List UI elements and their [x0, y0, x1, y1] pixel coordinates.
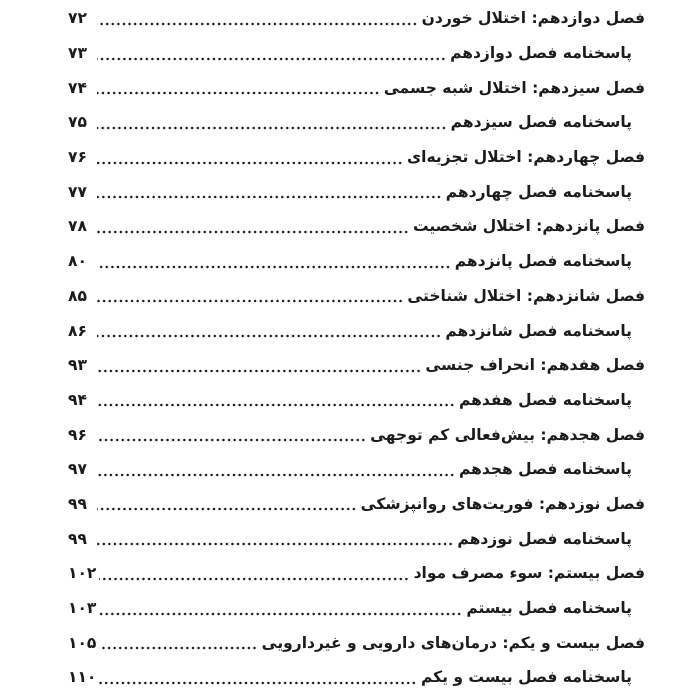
toc-entry — [68, 313, 645, 348]
page-number: ۷۷ — [68, 182, 87, 201]
toc-entry-title: پاسخنامه فصل هفدهم — [458, 390, 632, 409]
page-number: ۸۰ — [68, 252, 87, 271]
toc-entry-title: پاسخنامه فصل بیست و یکم — [421, 668, 632, 687]
toc-entry — [68, 591, 645, 626]
page-number: ۹۹ — [68, 529, 87, 548]
dot-leader — [97, 218, 409, 235]
toc-entry — [68, 70, 645, 105]
page-number: ۷۲ — [68, 9, 87, 28]
page-number: ۹۶ — [68, 425, 87, 444]
dot-leader — [97, 495, 357, 512]
dot-leader — [97, 79, 380, 96]
toc-entry — [68, 452, 645, 487]
toc-entry — [68, 487, 645, 522]
dot-leader — [97, 149, 403, 166]
page-number: ۱۰۵ — [68, 633, 97, 652]
toc-entry — [68, 209, 645, 244]
dot-leader — [97, 287, 403, 304]
toc-entry-title: فصل پانزدهم: اختلال شخصیت — [412, 217, 645, 236]
toc-entry — [68, 174, 645, 209]
page-number: ۷۸ — [68, 217, 87, 236]
page-number: ۸۵ — [68, 286, 87, 305]
toc-entry-title: فصل سیزدهم: اختلال شبه جسمی — [383, 78, 645, 97]
page-number: ۹۴ — [68, 390, 87, 409]
toc-entry-title: پاسخنامه فصل چهاردهم — [445, 182, 632, 201]
toc-entry-title: فصل بیست و یکم: درمان‌های دارویی و غیردارویی — [261, 633, 645, 652]
page-number: ۷۴ — [68, 78, 87, 97]
dot-leader — [97, 530, 453, 547]
toc-entry — [68, 660, 645, 695]
dot-leader — [97, 426, 366, 443]
toc-entry — [68, 105, 645, 140]
toc-entry-title: فصل شانزدهم: اختلال شناختی — [407, 286, 645, 305]
page-number: ۷۵ — [68, 113, 87, 132]
toc-entry-title: پاسخنامه فصل سیزدهم — [450, 113, 632, 132]
toc-entry — [68, 383, 645, 418]
toc-entry-title: پاسخنامه فصل شانزدهم — [445, 321, 632, 340]
page-number: ۸۶ — [68, 321, 87, 340]
toc-entry-title: پاسخنامه فصل دوازدهم — [450, 44, 632, 63]
toc-entry-title: پاسخنامه فصل هجدهم — [458, 460, 632, 479]
page-number: ۹۹ — [68, 494, 87, 513]
dot-leader — [99, 669, 417, 686]
dot-leader — [99, 565, 409, 582]
dot-leader — [97, 253, 451, 270]
dot-leader — [97, 183, 442, 200]
dot-leader — [97, 461, 455, 478]
toc-entry-title: فصل نوزدهم: فوریت‌های روانپزشکی — [360, 494, 645, 513]
dot-leader — [97, 45, 446, 62]
dot-leader — [99, 634, 257, 651]
page-number: ۹۳ — [68, 356, 87, 375]
toc-entry — [68, 36, 645, 71]
toc-entry — [68, 625, 645, 660]
toc-entry — [68, 140, 645, 175]
toc-entry-title: فصل هفدهم: انحراف جنسی — [425, 356, 645, 375]
dot-leader — [97, 357, 421, 374]
toc-entry — [68, 556, 645, 591]
toc-entry — [68, 348, 645, 383]
toc-entry-title: فصل دوازدهم: اختلال خوردن — [421, 9, 645, 28]
dot-leader — [99, 600, 462, 617]
toc-entry — [68, 521, 645, 556]
toc-entry — [68, 279, 645, 314]
toc-entry-title: پاسخنامه فصل بیستم — [466, 599, 632, 618]
toc-entry — [68, 417, 645, 452]
page-number: ۹۷ — [68, 460, 87, 479]
page-number: ۱۱۰ — [68, 668, 97, 687]
page-number: ۱۰۲ — [68, 564, 97, 583]
page-number: ۷۶ — [68, 148, 87, 167]
toc-entry-title: فصل هجدهم: بیش‌فعالی کم توجهی — [370, 425, 645, 444]
toc-entry — [68, 1, 645, 36]
dot-leader — [97, 114, 447, 131]
toc-entry-title: فصل چهاردهم: اختلال تجزیه‌ای — [406, 148, 645, 167]
page-number: ۷۳ — [68, 44, 87, 63]
page-number: ۱۰۳ — [68, 599, 97, 618]
dot-leader — [97, 10, 418, 27]
toc-entry — [68, 244, 645, 279]
toc-entry-title: پاسخنامه فصل پانزدهم — [454, 252, 632, 271]
dot-leader — [97, 391, 455, 408]
dot-leader — [97, 322, 441, 339]
toc-entry-title: فصل بیستم: سوء مصرف مواد — [413, 564, 645, 583]
toc-entry-title: پاسخنامه فصل نوزدهم — [457, 529, 632, 548]
